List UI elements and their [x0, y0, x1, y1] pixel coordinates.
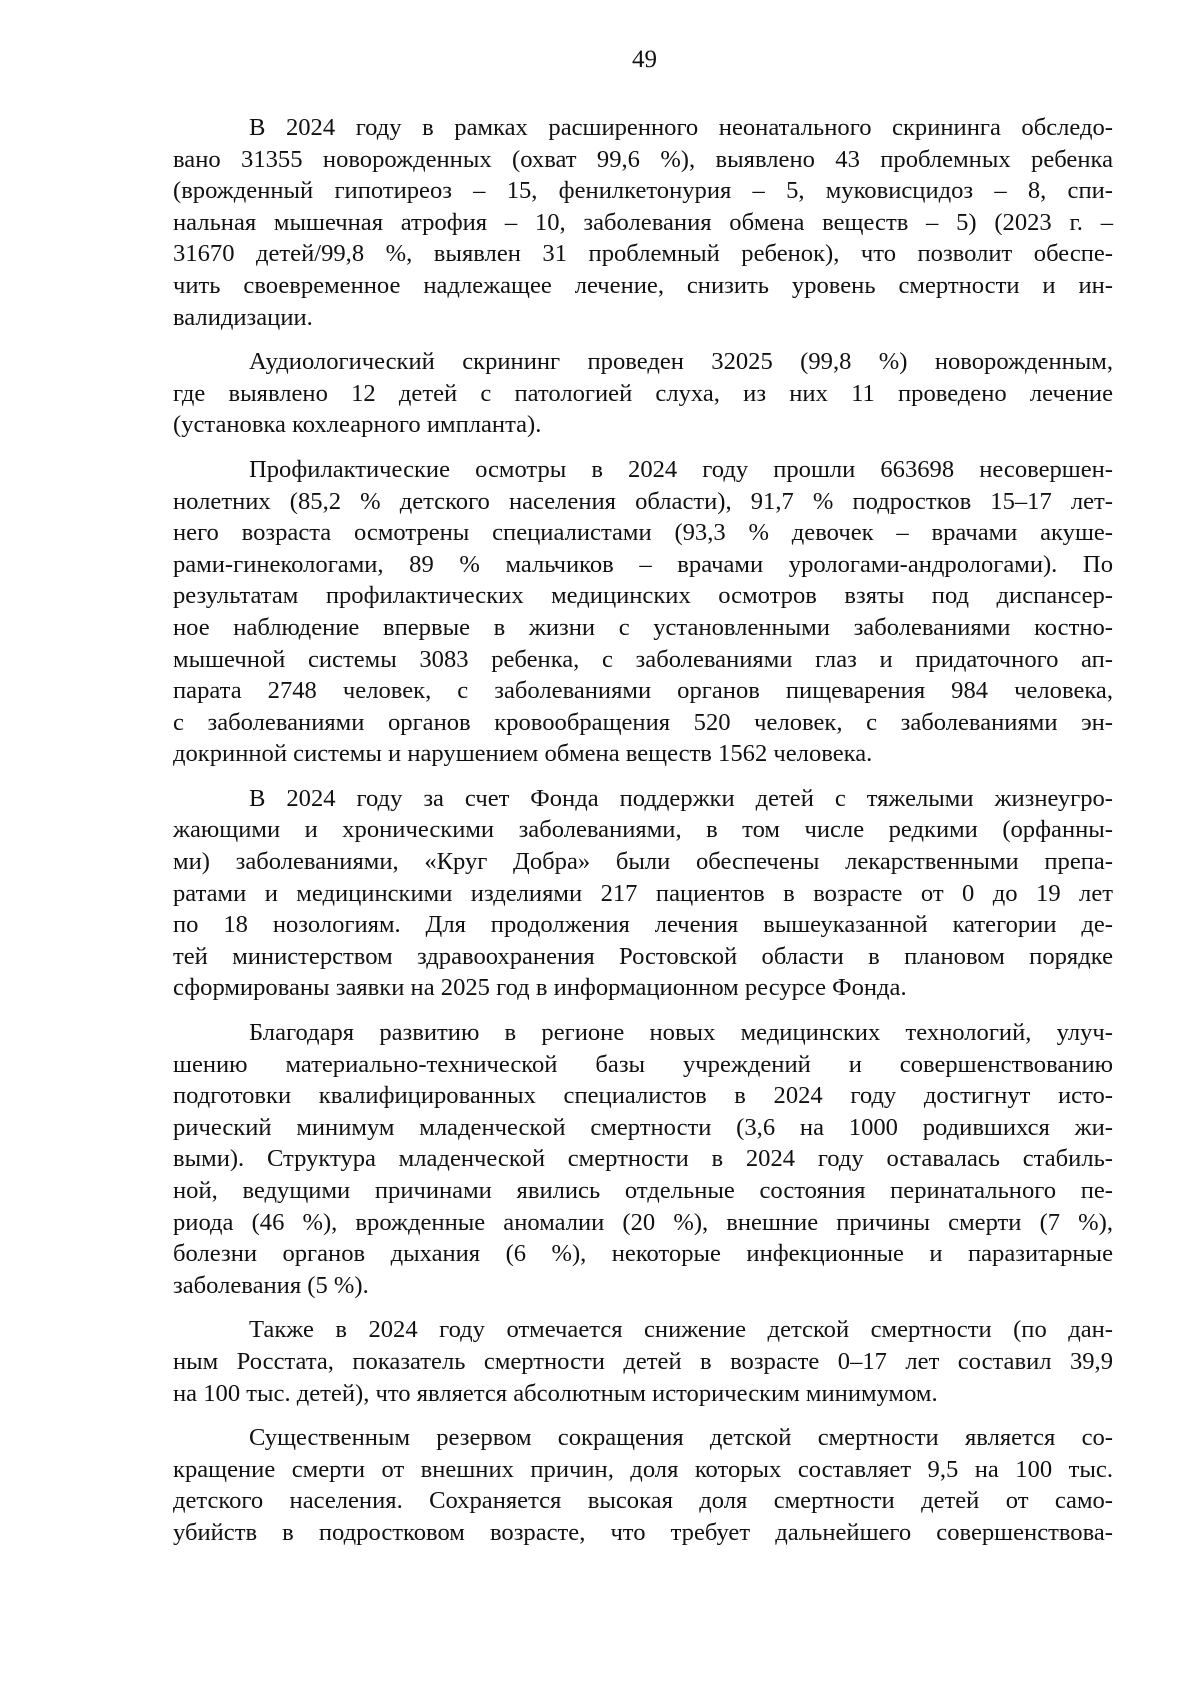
text-line: рический минимум младенческой смертности (3,6 на 1000 родившихся жи- — [173, 1113, 1113, 1141]
text-line: результатам профилактических медицинских осмотров взяты под диспансер- — [173, 582, 1113, 610]
text-line: тей министерством здравоохранения Ростовской области в плановом порядке — [173, 942, 1113, 970]
text-line: жающими и хроническими заболеваниями, в том числе редкими (орфанны- — [173, 816, 1113, 844]
text-line: нальная мышечная атрофия – 10, заболевания обмена веществ – 5) (2023 г. – — [173, 208, 1113, 236]
text-line: Аудиологический скрининг проведен 32025 (99,8 %) новорожденным, — [249, 348, 1113, 376]
text-line: (врожденный гипотиреоз – 15, фенилкетонурия – 5, муковисцидоз – 8, спи- — [173, 177, 1113, 205]
text-line: сформированы заявки на 2025 год в информационном ресурсе Фонда. — [173, 974, 907, 1002]
text-line: кращение смерти от внешних причин, доля которых составляет 9,5 на 100 тыс. — [173, 1455, 1113, 1483]
text-line: докринной системы и нарушением обмена веществ 1562 человека. — [173, 740, 873, 768]
text-line: (установка кохлеарного импланта). — [173, 411, 542, 439]
text-line: риода (46 %), врожденные аномалии (20 %), внешние причины смерти (7 %), — [173, 1208, 1113, 1236]
text-line: с заболеваниями органов кровообращения 520 человек, с заболеваниями эн- — [173, 708, 1113, 736]
document-body — [173, 112, 1113, 1562]
text-line: В 2024 году за счет Фонда поддержки детей с тяжелыми жизнеугро- — [249, 784, 1113, 812]
paragraph-6 — [173, 1314, 1113, 1409]
page-number: 49 — [632, 46, 657, 73]
paragraph-2 — [173, 346, 1113, 441]
paragraph-4 — [173, 783, 1113, 1004]
text-line: 31670 детей/99,8 %, выявлен 31 проблемный ребенок), что позволит обеспе- — [173, 240, 1113, 268]
paragraph-3 — [173, 454, 1113, 770]
paragraph-1 — [173, 112, 1113, 333]
text-line: ми) заболеваниями, «Круг Добра» были обеспечены лекарственными препа- — [173, 848, 1113, 876]
text-line: валидизации. — [173, 303, 313, 331]
text-line: нолетних (85,2 % детского населения области), 91,7 % подростков 15–17 лет- — [173, 487, 1113, 515]
text-line: ное наблюдение впервые в жизни с установленными заболеваниями костно- — [173, 613, 1113, 641]
text-line: болезни органов дыхания (6 %), некоторые инфекционные и паразитарные — [173, 1240, 1113, 1268]
text-line: детского населения. Сохраняется высокая доля смертности детей от само- — [173, 1487, 1113, 1515]
text-line: на 100 тыс. детей), что является абсолютным историческим минимумом. — [173, 1379, 938, 1407]
text-line: мышечной системы 3083 ребенка, с заболеваниями глаз и придаточного ап- — [173, 645, 1113, 673]
text-line: подготовки квалифицированных специалистов в 2024 году достигнут исто- — [173, 1082, 1113, 1110]
paragraph-7 — [173, 1422, 1113, 1548]
text-line: где выявлено 12 детей с патологией слуха, из них 11 проведено лечение — [173, 379, 1113, 407]
text-line: шению материально-технической базы учреждений и совершенствованию — [173, 1050, 1113, 1078]
text-line: ной, ведущими причинами явились отдельные состояния перинатального пе- — [173, 1177, 1113, 1204]
text-line: чить своевременное надлежащее лечение, снизить уровень смертности и ин- — [173, 271, 1113, 299]
text-line: Существенным резервом сокращения детской смертности является со- — [249, 1424, 1113, 1452]
text-line: заболевания (5 %). — [173, 1271, 369, 1299]
text-line: ным Росстата, показатель смертности детей в возрасте 0–17 лет составил 39,9 — [173, 1347, 1113, 1375]
text-line: убийств в подростковом возрасте, что требует дальнейшего совершенствова- — [173, 1518, 1113, 1546]
paragraph-5 — [173, 1017, 1113, 1301]
text-line: выми). Структура младенческой смертности в 2024 году оставалась стабиль- — [173, 1145, 1113, 1173]
text-line: В 2024 году в рамках расширенного неонатального скрининга обследо- — [249, 114, 1113, 141]
text-line: по 18 нозологиям. Для продолжения лечения вышеуказанной категории де- — [173, 911, 1113, 939]
text-line: парата 2748 человек, с заболеваниями органов пищеварения 984 человека, — [173, 677, 1113, 705]
text-line: него возраста осмотрены специалистами (93,3 % девочек – врачами акуше- — [173, 519, 1113, 547]
text-line: рами-гинекологами, 89 % мальчиков – врачами урологами-андрологами). По — [173, 550, 1113, 578]
text-line: Также в 2024 году отмечается снижение детской смертности (по дан- — [249, 1316, 1113, 1344]
text-line: ратами и медицинскими изделиями 217 пациентов в возрасте от 0 до 19 лет — [173, 879, 1113, 907]
text-line: Благодаря развитию в регионе новых медицинских технологий, улуч- — [249, 1019, 1113, 1047]
text-line: Профилактические осмотры в 2024 году прошли 663698 несовершен- — [249, 455, 1113, 483]
text-line: вано 31355 новорожденных (охват 99,6 %), выявлено 43 проблемных ребенка — [173, 145, 1113, 173]
